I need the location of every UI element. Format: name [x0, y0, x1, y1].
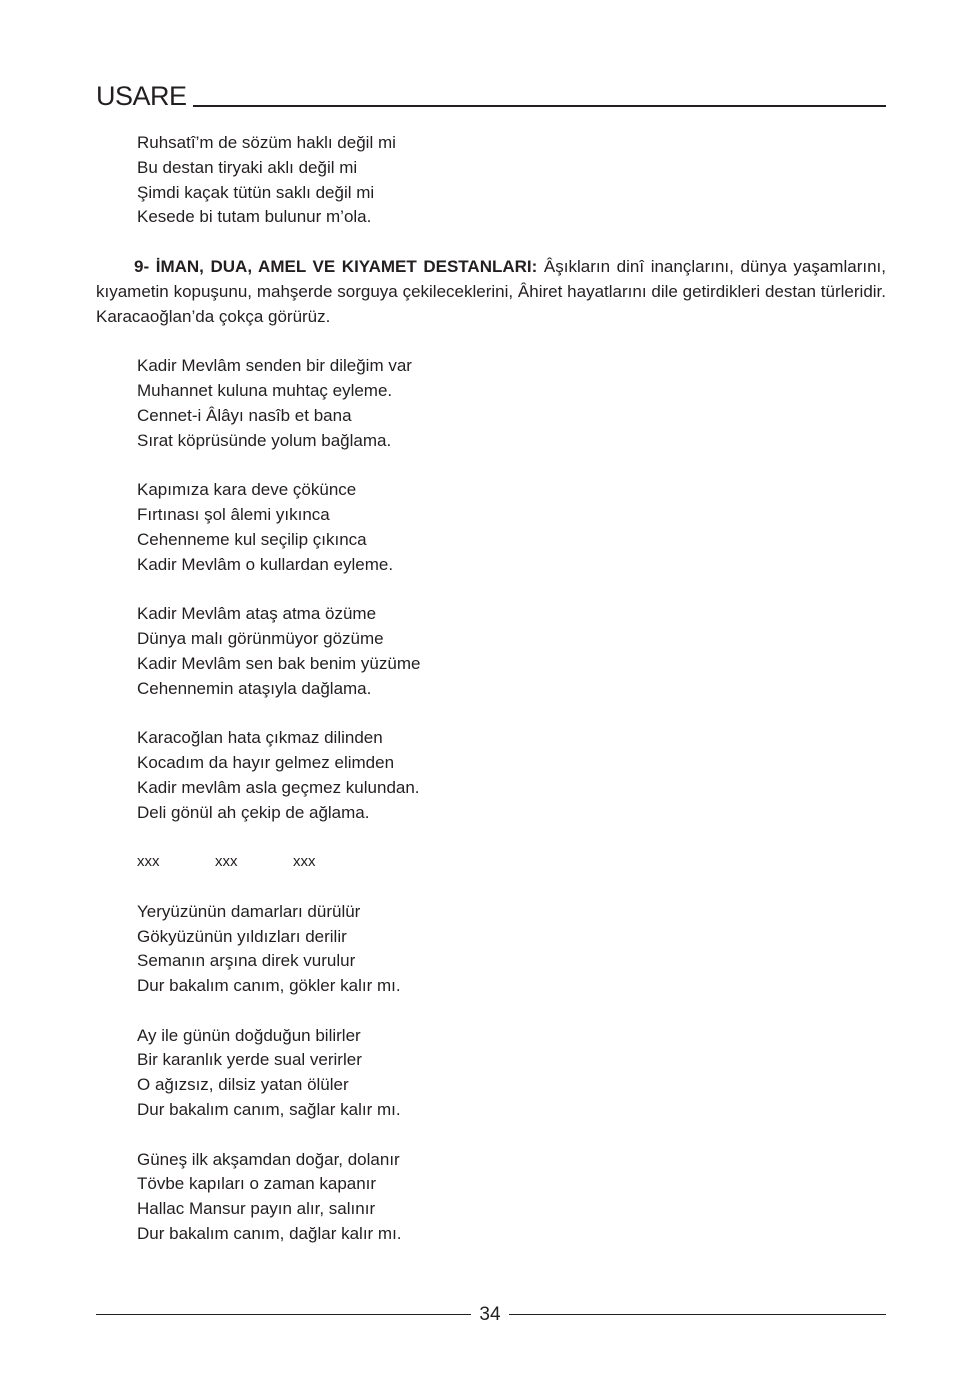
verse-line: Kocadım da hayır gelmez elimden [137, 752, 395, 772]
stanza [137, 354, 886, 453]
verse-line: Ay ile günün doğduğun bilirler [137, 1025, 361, 1045]
page-body [96, 131, 886, 1272]
verse-line: Güneş ilk akşamdan doğar, dolanır [137, 1149, 400, 1169]
section-paragraph [96, 255, 886, 329]
section-heading: 9- İMAN, DUA, AMEL VE KIYAMET DESTANLARI: [134, 256, 538, 276]
verse-line: Şimdi kaçak tütün saklı değil mi [137, 182, 375, 202]
verse-line: Bu destan tiryaki aklı değil mi [137, 157, 358, 177]
verse-line: Kapımıza kara deve çökünce [137, 480, 357, 500]
verse-line: Deli gönül ah çekip de ağlama. [137, 802, 370, 822]
stanza [137, 1148, 886, 1247]
stanza [137, 726, 886, 825]
verse-line: Sırat köprüsünde yolum bağlama. [137, 430, 392, 450]
section-text: Âşıkların dinî inançlarını, dünya yaşamlarını, kıyametin kopuşunu, mahşerde sorguya çekileceklerini, Âhiret hayatlarını dile getirdikleri destan türleridir. Karacaoğlan’da çokça görürüz. [96, 256, 886, 326]
verse-line: Dur bakalım canım, gökler kalır mı. [137, 976, 401, 996]
separator-mark: xxx [215, 853, 238, 871]
verse-line: Hallac Mansur payın alır, salınır [137, 1199, 376, 1219]
verse-line: Bir karanlık yerde sual verirler [137, 1050, 362, 1070]
verse-line: Ruhsatî’m de sözüm haklı değil mi [137, 133, 396, 152]
verse-line: Kadir mevlâm asla geçmez kulundan. [137, 777, 420, 797]
verse-line: Cehennemin ataşıyla dağlama. [137, 678, 372, 698]
verse-line: Kesede bi tutam bulunur m’ola. [137, 207, 372, 227]
verse-line: Tövbe kapıları o zaman kapanır [137, 1174, 377, 1194]
section-separator [137, 850, 886, 875]
page-number: 34 [479, 1304, 501, 1325]
separator-mark: xxx [293, 853, 316, 871]
footer-rule-left [96, 1314, 471, 1315]
verse-line: Gökyüzünün yıldızları derilir [137, 926, 347, 946]
stanza [137, 478, 886, 577]
verse-line: Yeryüzünün damarları dürülür [137, 901, 361, 921]
verse-line: Cehenneme kul seçilip çıkınca [137, 529, 367, 549]
verse-line: Dur bakalım canım, dağlar kalır mı. [137, 1224, 402, 1244]
verse-line: Kadir Mevlâm ataş atma özüme [137, 604, 377, 624]
stanza [137, 1024, 886, 1123]
verse-line: Kadir Mevlâm sen bak benim yüzüme [137, 653, 421, 673]
verse-line: Kadir Mevlâm senden bir dileğim var [137, 356, 412, 376]
verse-line: Dur bakalım canım, sağlar kalır mı. [137, 1100, 401, 1120]
footer-rule-right [509, 1314, 886, 1315]
verse-line: Semanın arşına direk vurulur [137, 951, 356, 971]
stanza [137, 602, 886, 701]
page-footer [96, 1303, 886, 1327]
stanza [137, 131, 886, 230]
verse-line: Kadir Mevlâm o kullardan eyleme. [137, 554, 394, 574]
verse-line: Karacoğlan hata çıkmaz dilinden [137, 728, 383, 748]
verse-line: Muhannet kuluna muhtaç eyleme. [137, 380, 393, 400]
page-header [96, 80, 886, 110]
verse-line: O ağızsız, dilsiz yatan ölüler [137, 1075, 349, 1095]
stanza [137, 900, 886, 999]
verse-line: Fırtınası şol âlemi yıkınca [137, 504, 330, 524]
separator-mark: xxx [137, 853, 160, 871]
verse-line: Cennet-i Âlâyı nasîb et bana [137, 405, 352, 425]
verse-line: Dünya malı görünmüyor gözüme [137, 628, 384, 648]
running-head-title: USARE [96, 81, 187, 111]
header-rule [193, 105, 886, 107]
